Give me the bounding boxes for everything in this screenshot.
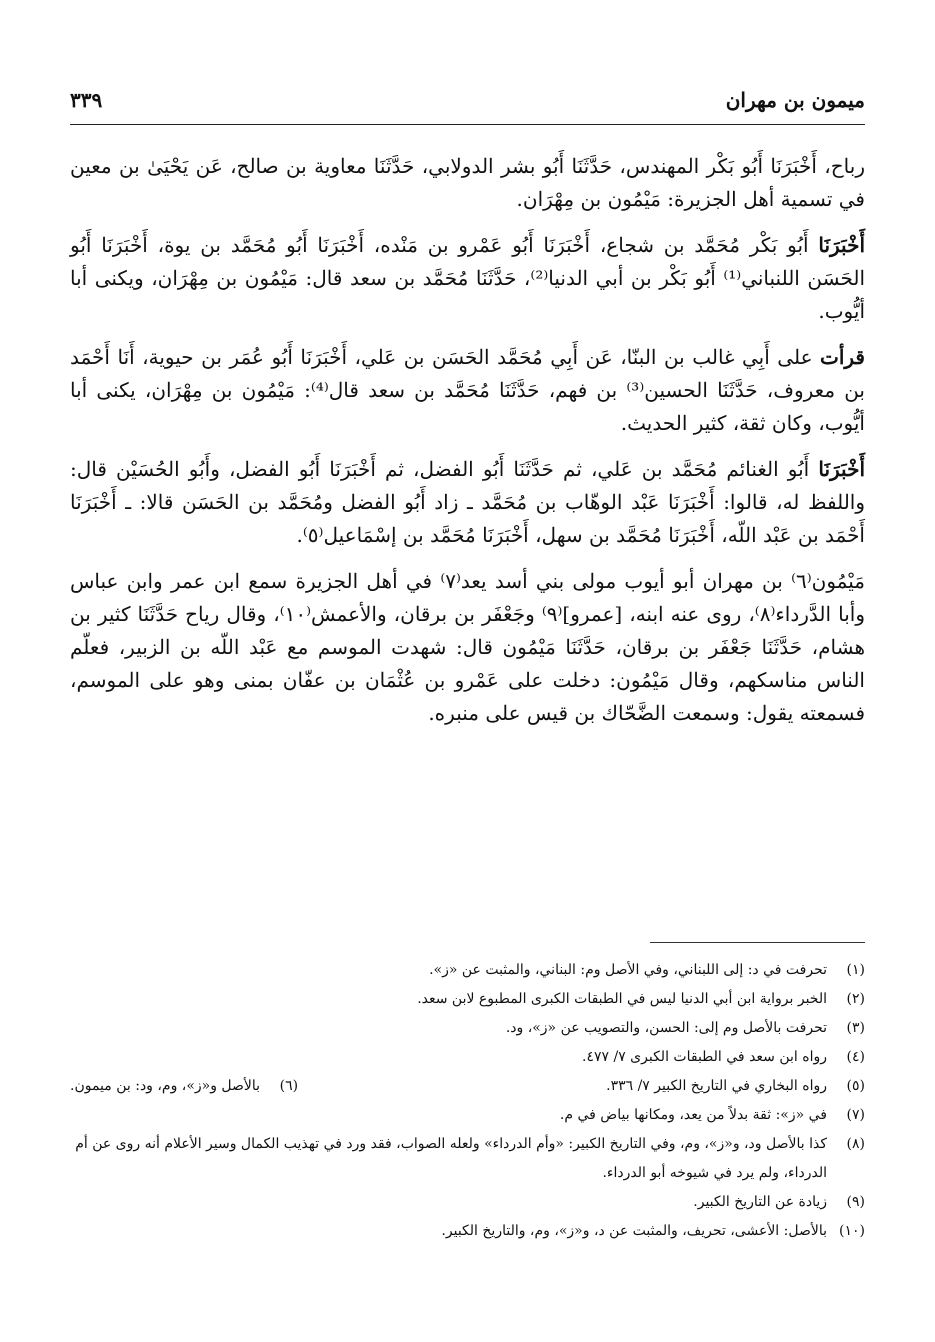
footnote [70, 985, 865, 1014]
footnote-number: (٦) [279, 1078, 299, 1094]
main-text [70, 150, 865, 743]
paragraph [70, 229, 865, 328]
footnote-text: زيادة عن التاريخ الكبير. [693, 1194, 827, 1210]
footnote-number: (٨) [846, 1136, 865, 1152]
footnote-text: رواه ابن سعد في الطبقات الكبرى ٧/ ٤٧٧. [582, 1049, 827, 1065]
paragraph-lead: قرأت [820, 345, 865, 369]
footnote-rule [650, 942, 865, 943]
footnote-number: (٤) [846, 1049, 865, 1065]
header-rule [70, 124, 865, 125]
footnotes [70, 956, 865, 1246]
footnote-number: (١٠) [839, 1223, 865, 1239]
footnote [70, 1217, 865, 1246]
paragraph [70, 150, 865, 216]
paragraph-text: رباح، أَخْبَرَنَا أَبُو بَكْر المهندس، حَدَّثَنَا أَبُو بشر الدولابي، حَدَّثَنَا معاوية بن صالح، عَن يَحْيَىٰ بن معين في تسمية أهل الجزيرة: مَيْمُون بن مِهْرَان. [70, 154, 865, 211]
paragraph-text: على أَبِي غالب بن البنّا، عَن أَبِي مُحَمَّد الحَسَن بن عَلي، أَخْبَرَنَا أَبُو عُمَر بن حيوية، أَنَا أَحْمَد بن معروف، حَدَّثَنَا الحسين⁽³⁾ بن فهم، حَدَّثَنَا مُحَمَّد بن سعد قال⁽⁴⁾: مَيْمُون بن مِهْرَان، يكنى أبا أيُّوب، وكان ثقة، كثير الحديث. [70, 345, 865, 435]
footnote-text: الخبر برواية ابن أبي الدنيا ليس في الطبقات الكبرى المطبوع لابن سعد. [417, 991, 827, 1007]
paragraph [70, 565, 865, 730]
paragraph-text: مَيْمُون⁽٦⁾ بن مهران أبو أيوب مولى بني أسد يعد⁽٧⁾ في أهل الجزيرة سمع ابن عمر وابن عباس وأبا الدَّرداء⁽٨⁾، روى عنه ابنه، [عمرو]⁽٩⁾ وجَعْفَر بن برقان، والأعمش⁽١٠⁾، وقال رياح حَدَّثَنَا كثير بن هشام، حَدَّثَنَا جَعْفَر بن برقان، حَدَّثَنَا مَيْمُون قال: شهدت الموسم مع عَبْد اللّه بن الزبير، فعلّم الناس مناسكهم، وقال مَيْمُون: دخلت على عَمْرو بن عُثْمَان بن عفّان بمنى وهو على الموسم، فسمعته يقول: وسمعت الضَّحّاك بن قيس على منبره. [70, 569, 865, 725]
paragraph-text: أَبُو الغنائم مُحَمَّد بن عَلي، ثم حَدَّثَنَا أَبُو الفضل، ثم أَخْبَرَنَا أَبُو الفضل، وأَبُو الحُسَيْن قال: واللفظ له، قالوا: أَخْبَرَنَا عَبْد الوهّاب بن مُحَمَّد ـ زاد أَبُو الفضل ومُحَمَّد بن الحَسَن قالا: ـ أَخْبَرَنَا أَحْمَد بن عَبْد اللّه، أَخْبَرَنَا مُحَمَّد بن سهل، أَخْبَرَنَا مُحَمَّد بن إسْمَاعيل⁽٥⁾. [70, 457, 865, 547]
footnote [70, 956, 865, 985]
footnote-text: بالأصل: الأعشى، تحريف، والمثبت عن د، و«ز»، وم، والتاريخ الكبير. [441, 1223, 827, 1239]
footnote [606, 1072, 865, 1101]
running-title: ميمون بن مهران [725, 88, 865, 112]
footnote-number: (٥) [846, 1078, 865, 1094]
footnote-number: (٧) [846, 1107, 865, 1123]
footnote-text: كذا بالأصل ود، و«ز»، وم، وفي التاريخ الكبير: «وأم الدرداء» ولعله الصواب، فقد ورد في تهذيب الكمال وسير الأعلام أنه روى عن أم الدرداء، ولم يرد في شيوخه أبو الدرداء. [75, 1136, 827, 1181]
paragraph-text: أَبُو بَكْر مُحَمَّد بن شجاع، أَخْبَرَنَا أَبُو عَمْرو بن مَنْده، أَخْبَرَنَا أَبُو مُحَمَّد بن يوة، أَخْبَرَنَا أَبُو الحَسَن اللنباني⁽¹⁾ أَبُو بَكْر بن أبي الدنيا⁽²⁾، حَدَّثَنَا مُحَمَّد بن سعد قال: مَيْمُون بن مِهْرَان، ويكنى أبا أيُّوب. [70, 233, 866, 323]
footnote [70, 1043, 865, 1072]
footnote-number: (٩) [846, 1194, 865, 1210]
footnote [70, 1188, 865, 1217]
footnote [70, 1130, 865, 1188]
footnote-text: في «ز»: ثقة بدلاً من يعد، ومكانها بياض في م. [559, 1107, 827, 1123]
paragraph [70, 341, 865, 440]
footnote-number: (٣) [846, 1020, 865, 1036]
page-number: ٣٣٩ [70, 88, 103, 112]
page-header [70, 80, 865, 124]
footnote [70, 1072, 298, 1101]
footnote-text: بالأصل و«ز»، وم، ود: بن ميمون. [70, 1078, 261, 1094]
paragraph [70, 453, 865, 552]
paragraph-lead: أَخْبَرَنَا [818, 457, 865, 481]
footnote [70, 1014, 865, 1043]
paragraph-lead: أَخْبَرَنَا [818, 233, 865, 257]
footnote-number: (٢) [846, 991, 865, 1007]
footnote-text: تحرفت في د: إلى اللبناني، وفي الأصل وم: البناني، والمثبت عن «ز». [429, 962, 827, 978]
footnote-text: رواه البخاري في التاريخ الكبير ٧/ ٣٣٦. [606, 1078, 827, 1094]
footnote-text: تحرفت بالأصل وم إلى: الحسن، والتصويب عن «ز»، ود. [505, 1020, 827, 1036]
footnote-number: (١) [846, 962, 865, 978]
footnote-row [70, 1072, 865, 1101]
footnote [70, 1101, 865, 1130]
